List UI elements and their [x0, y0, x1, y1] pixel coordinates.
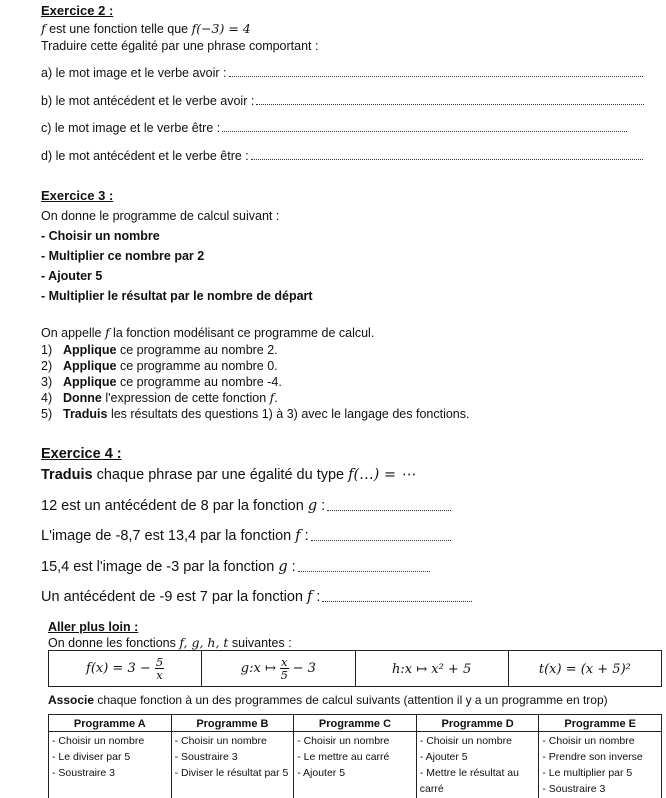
question-item: 2) Applique ce programme au nombre 0.	[41, 358, 470, 374]
ex4-sentence-1: 12 est un antécédent de 8 par la fonction g :	[41, 498, 451, 514]
program-c-steps: - Choisir un nombre - Le mettre au carré - Ajouter 5	[294, 732, 417, 798]
question-item: 1) Applique ce programme au nombre 2.	[41, 342, 470, 358]
question-item: 5) Traduis les résultats des questions 1) à 3) avec le langage des fonctions.	[41, 406, 470, 422]
function-definition: On appelle f la fonction modélisant ce programme de calcul.	[41, 325, 374, 340]
program-e-header: Programme E	[539, 715, 662, 732]
ex4-sentence-3: 15,4 est l'image de -3 par la fonction g :	[41, 559, 430, 575]
ex2-item-c: c) le mot image et le verbe être :	[41, 121, 627, 135]
program-e-steps: - Choisir un nombre - Prendre son inverse - Le multiplier par 5 - Soustraire 3	[539, 732, 662, 798]
program-d-header: Programme D	[416, 715, 539, 732]
program-step: - Multiplier le résultat par le nombre de départ	[41, 289, 313, 303]
exercise-4-instruction: Traduis chaque phrase par une égalité du type f(…) = ⋯	[41, 467, 415, 483]
program-a-steps: - Choisir un nombre - Le diviser par 5 - Soustraire 3	[49, 732, 172, 798]
function-g-cell: g:x ↦ $\frac{x}{5}$ − 3	[202, 651, 355, 687]
function-f-cell: f(x) = 3 − $\frac{5}{x}$	[49, 651, 202, 687]
exercise-2-instruction: Traduire cette égalité par une phrase comportant :	[41, 39, 318, 53]
ex4-sentence-2: L'image de -8,7 est 13,4 par la fonction f :	[41, 528, 451, 544]
question-item: 4) Donne l'expression de cette fonction f.	[41, 390, 470, 406]
aller-plus-loin-title: Aller plus loin :	[48, 620, 138, 634]
associate-instruction: Associe chaque fonction à un des programmes de calcul suivants (attention il y a un programme en trop)	[48, 693, 608, 707]
program-a-header: Programme A	[49, 715, 172, 732]
program-step: - Choisir un nombre	[41, 229, 160, 243]
exercise-3-questions	[41, 342, 470, 422]
program-b-header: Programme B	[171, 715, 294, 732]
exercise-3-title: Exercice 3 :	[41, 188, 113, 203]
program-b-steps: - Choisir un nombre - Soustraire 3 - Diviser le résultat par 5	[171, 732, 294, 798]
program-c-header: Programme C	[294, 715, 417, 732]
program-step: - Multiplier ce nombre par 2	[41, 249, 204, 263]
aller-plus-loin-intro: On donne les fonctions f, g, h, t suivantes :	[48, 635, 292, 650]
program-step: - Ajouter 5	[41, 269, 102, 283]
exercise-4-title: Exercice 4 :	[41, 446, 122, 462]
ex2-item-a: a) le mot image et le verbe avoir :	[41, 66, 643, 80]
question-item: 3) Applique ce programme au nombre -4.	[41, 374, 470, 390]
exercise-2-intro: f est une fonction telle que f(−3) = 4	[41, 21, 251, 36]
program-d-steps: - Choisir un nombre - Ajouter 5 - Mettre le résultat au carré	[416, 732, 539, 798]
function-h-cell: h:x ↦ x² + 5	[355, 651, 508, 687]
programs-table	[48, 714, 662, 798]
ex2-item-b: b) le mot antécédent et le verbe avoir :	[41, 94, 644, 108]
exercise-2-title: Exercice 2 :	[41, 3, 113, 18]
functions-table	[48, 650, 662, 687]
function-t-cell: t(x) = (x + 5)²	[508, 651, 661, 687]
exercise-3-intro: On donne le programme de calcul suivant :	[41, 209, 279, 223]
ex2-item-d: d) le mot antécédent et le verbe être :	[41, 149, 643, 163]
ex4-sentence-4: Un antécédent de -9 est 7 par la fonction f :	[41, 589, 472, 605]
